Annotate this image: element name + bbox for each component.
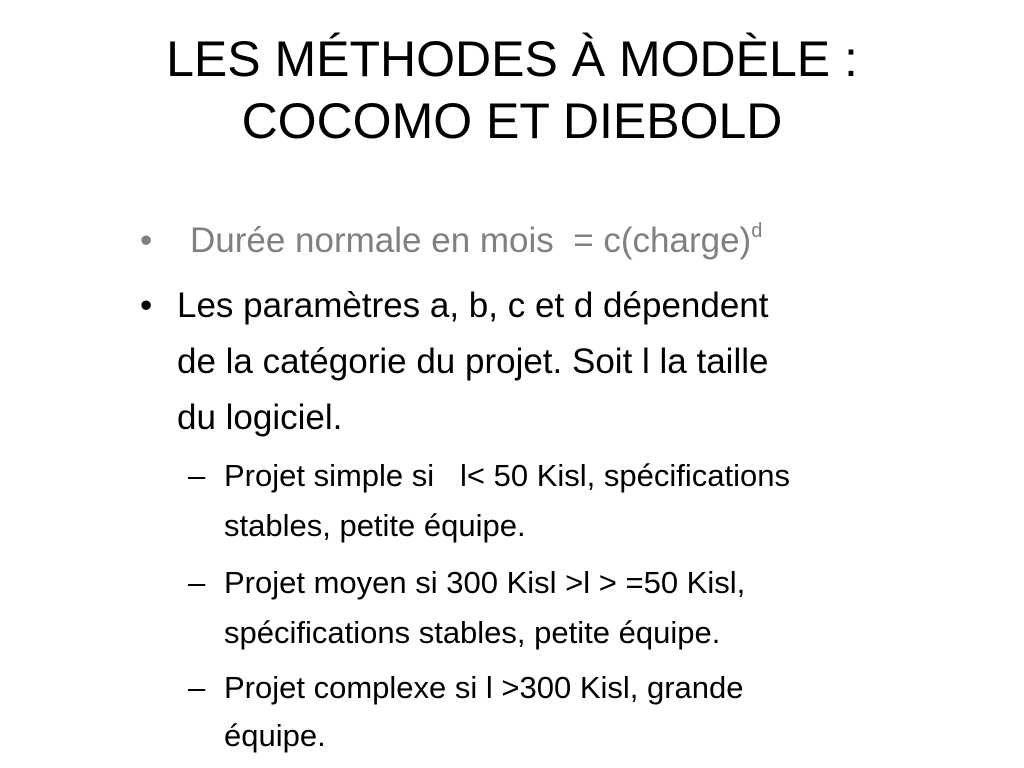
sub-text-line-2: spécifications stables, petite équipe. [224, 615, 721, 650]
dash-marker: – [188, 565, 206, 600]
sub-text-line-1: Projet simple si l< 50 Kisl, spécifications [224, 458, 790, 493]
title-line-1: LES MÉTHODES À MODÈLE : [166, 31, 858, 87]
dash-marker: – [188, 458, 206, 493]
sub-text-line-2: stables, petite équipe. [224, 508, 526, 543]
bullet-text-line-3: du logiciel. [177, 398, 343, 437]
bullet-text-duree: Durée normale en mois = c(charge) [190, 221, 752, 260]
slide-title [40, 28, 984, 152]
bullet-text-line-1: Les paramètres a, b, c et d dépendent [177, 286, 769, 325]
sub-text-line-2: équipe. [224, 718, 326, 753]
title-line-2: COCOMO ET DIEBOLD [241, 93, 783, 149]
sub-text-line-1: Projet complexe si l >300 Kisl, grande [224, 670, 744, 705]
dash-marker: – [188, 670, 206, 705]
sub-text-line-1: Projet moyen si 300 Kisl >l > =50 Kisl, [224, 565, 746, 600]
exponent-d: d [751, 220, 763, 242]
bullet-marker: • [140, 286, 153, 325]
bullet-marker: • [140, 221, 153, 260]
bullet-text-line-2: de la catégorie du projet. Soit l la taille [177, 342, 769, 381]
